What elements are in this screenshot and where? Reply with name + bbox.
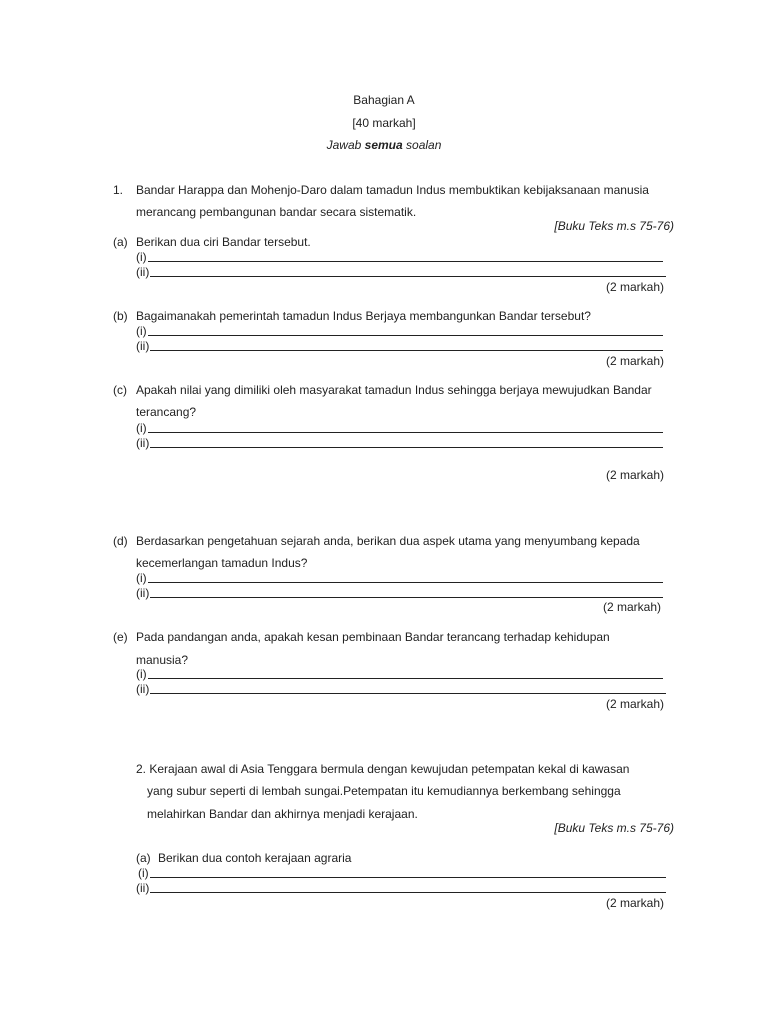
answer-label-ii: (ii) [136, 881, 150, 895]
q1d-answer-i[interactable] [136, 571, 663, 585]
q2a-answer-ii[interactable] [136, 881, 666, 895]
q2a-marks: (2 markah) [605, 896, 664, 910]
total-marks: [40 markah] [352, 116, 416, 130]
q1b-question: Bagaimanakah pemerintah tamadun Indus Berjaya membangunkan Bandar tersebut? [136, 309, 591, 323]
answer-label-ii: (ii) [136, 682, 150, 696]
instruction-bold: semua [364, 138, 403, 152]
q1d-question-line1: Berdasarkan pengetahuan sejarah anda, berikan dua aspek utama yang menyumbang kepada [136, 534, 640, 548]
answer-label-ii: (ii) [136, 339, 150, 353]
q1d-question-line2: kecemerlangan tamadun Indus? [136, 556, 308, 570]
answer-label-i: (i) [136, 571, 147, 585]
answer-label-i: (i) [136, 324, 147, 338]
q1c-question-line2: terancang? [136, 405, 197, 419]
q1c-label: (c) [113, 383, 127, 397]
q1d-answer-ii[interactable] [136, 586, 663, 600]
q1c-answer-ii[interactable] [136, 436, 663, 450]
answer-label-i: (i) [138, 866, 149, 880]
q1a-answer-i[interactable] [136, 250, 663, 264]
q1-reference: [Buku Teks m.s 75-76) [554, 219, 674, 233]
q1e-question-line2: manusia? [136, 653, 189, 667]
q1e-answer-i[interactable] [136, 667, 663, 681]
answer-label-i: (i) [136, 250, 147, 264]
q1a-marks: (2 markah) [605, 280, 664, 294]
q1b-answer-ii[interactable] [136, 339, 663, 353]
section-title: Bahagian A [353, 93, 415, 107]
q1c-marks: (2 markah) [605, 468, 664, 482]
answer-label-ii: (ii) [136, 265, 150, 279]
q2-text-line2: yang subur seperti di lembah sungai.Petempatan itu kemudiannya berkembang sehingga [147, 784, 621, 798]
q2a-answer-i[interactable] [138, 866, 666, 880]
q1-text-line2: merancang pembangunan bandar secara sistematik. [136, 205, 417, 219]
q1e-question-line1: Pada pandangan anda, apakah kesan pembinaan Bandar terancang terhadap kehidupan [136, 630, 610, 644]
q1c-answer-i[interactable] [136, 421, 663, 435]
q1e-label: (e) [113, 630, 128, 644]
answer-label-i: (i) [136, 421, 147, 435]
q1e-marks: (2 markah) [605, 697, 664, 711]
instruction-post: soalan [406, 138, 442, 152]
q1c-question-line1: Apakah nilai yang dimiliki oleh masyarakat tamadun Indus sehingga berjaya mewujudkan Bandar [136, 383, 652, 397]
q1a-answer-ii[interactable] [136, 265, 666, 279]
q1b-marks: (2 markah) [605, 354, 664, 368]
q1d-marks: (2 markah) [602, 600, 661, 614]
q2a-question: Berikan dua contoh kerajaan agraria [158, 851, 352, 865]
q2a-label: (a) [136, 851, 151, 865]
q1b-label: (b) [113, 309, 128, 323]
q1a-question: Berikan dua ciri Bandar tersebut. [136, 235, 311, 249]
q1e-answer-ii[interactable] [136, 682, 666, 696]
q2-text-line1: 2. Kerajaan awal di Asia Tenggara bermula dengan kewujudan petempatan kekal di kawasan [136, 762, 630, 776]
q1-number: 1. [113, 183, 124, 197]
answer-label-i: (i) [136, 667, 147, 681]
answer-label-ii: (ii) [136, 586, 150, 600]
q1d-label: (d) [113, 534, 128, 548]
q2-text-line3: melahirkan Bandar dan akhirnya menjadi kerajaan. [147, 807, 418, 821]
q2-reference: [Buku Teks m.s 75-76) [554, 821, 674, 835]
instruction-pre: Jawab [326, 138, 362, 152]
q1-text-line1: Bandar Harappa dan Mohenjo-Daro dalam tamadun Indus membuktikan kebijaksanaan manusia [136, 183, 649, 197]
instruction [0, 138, 768, 152]
answer-label-ii: (ii) [136, 436, 150, 450]
q1a-label: (a) [113, 235, 128, 249]
q1b-answer-i[interactable] [136, 324, 663, 338]
